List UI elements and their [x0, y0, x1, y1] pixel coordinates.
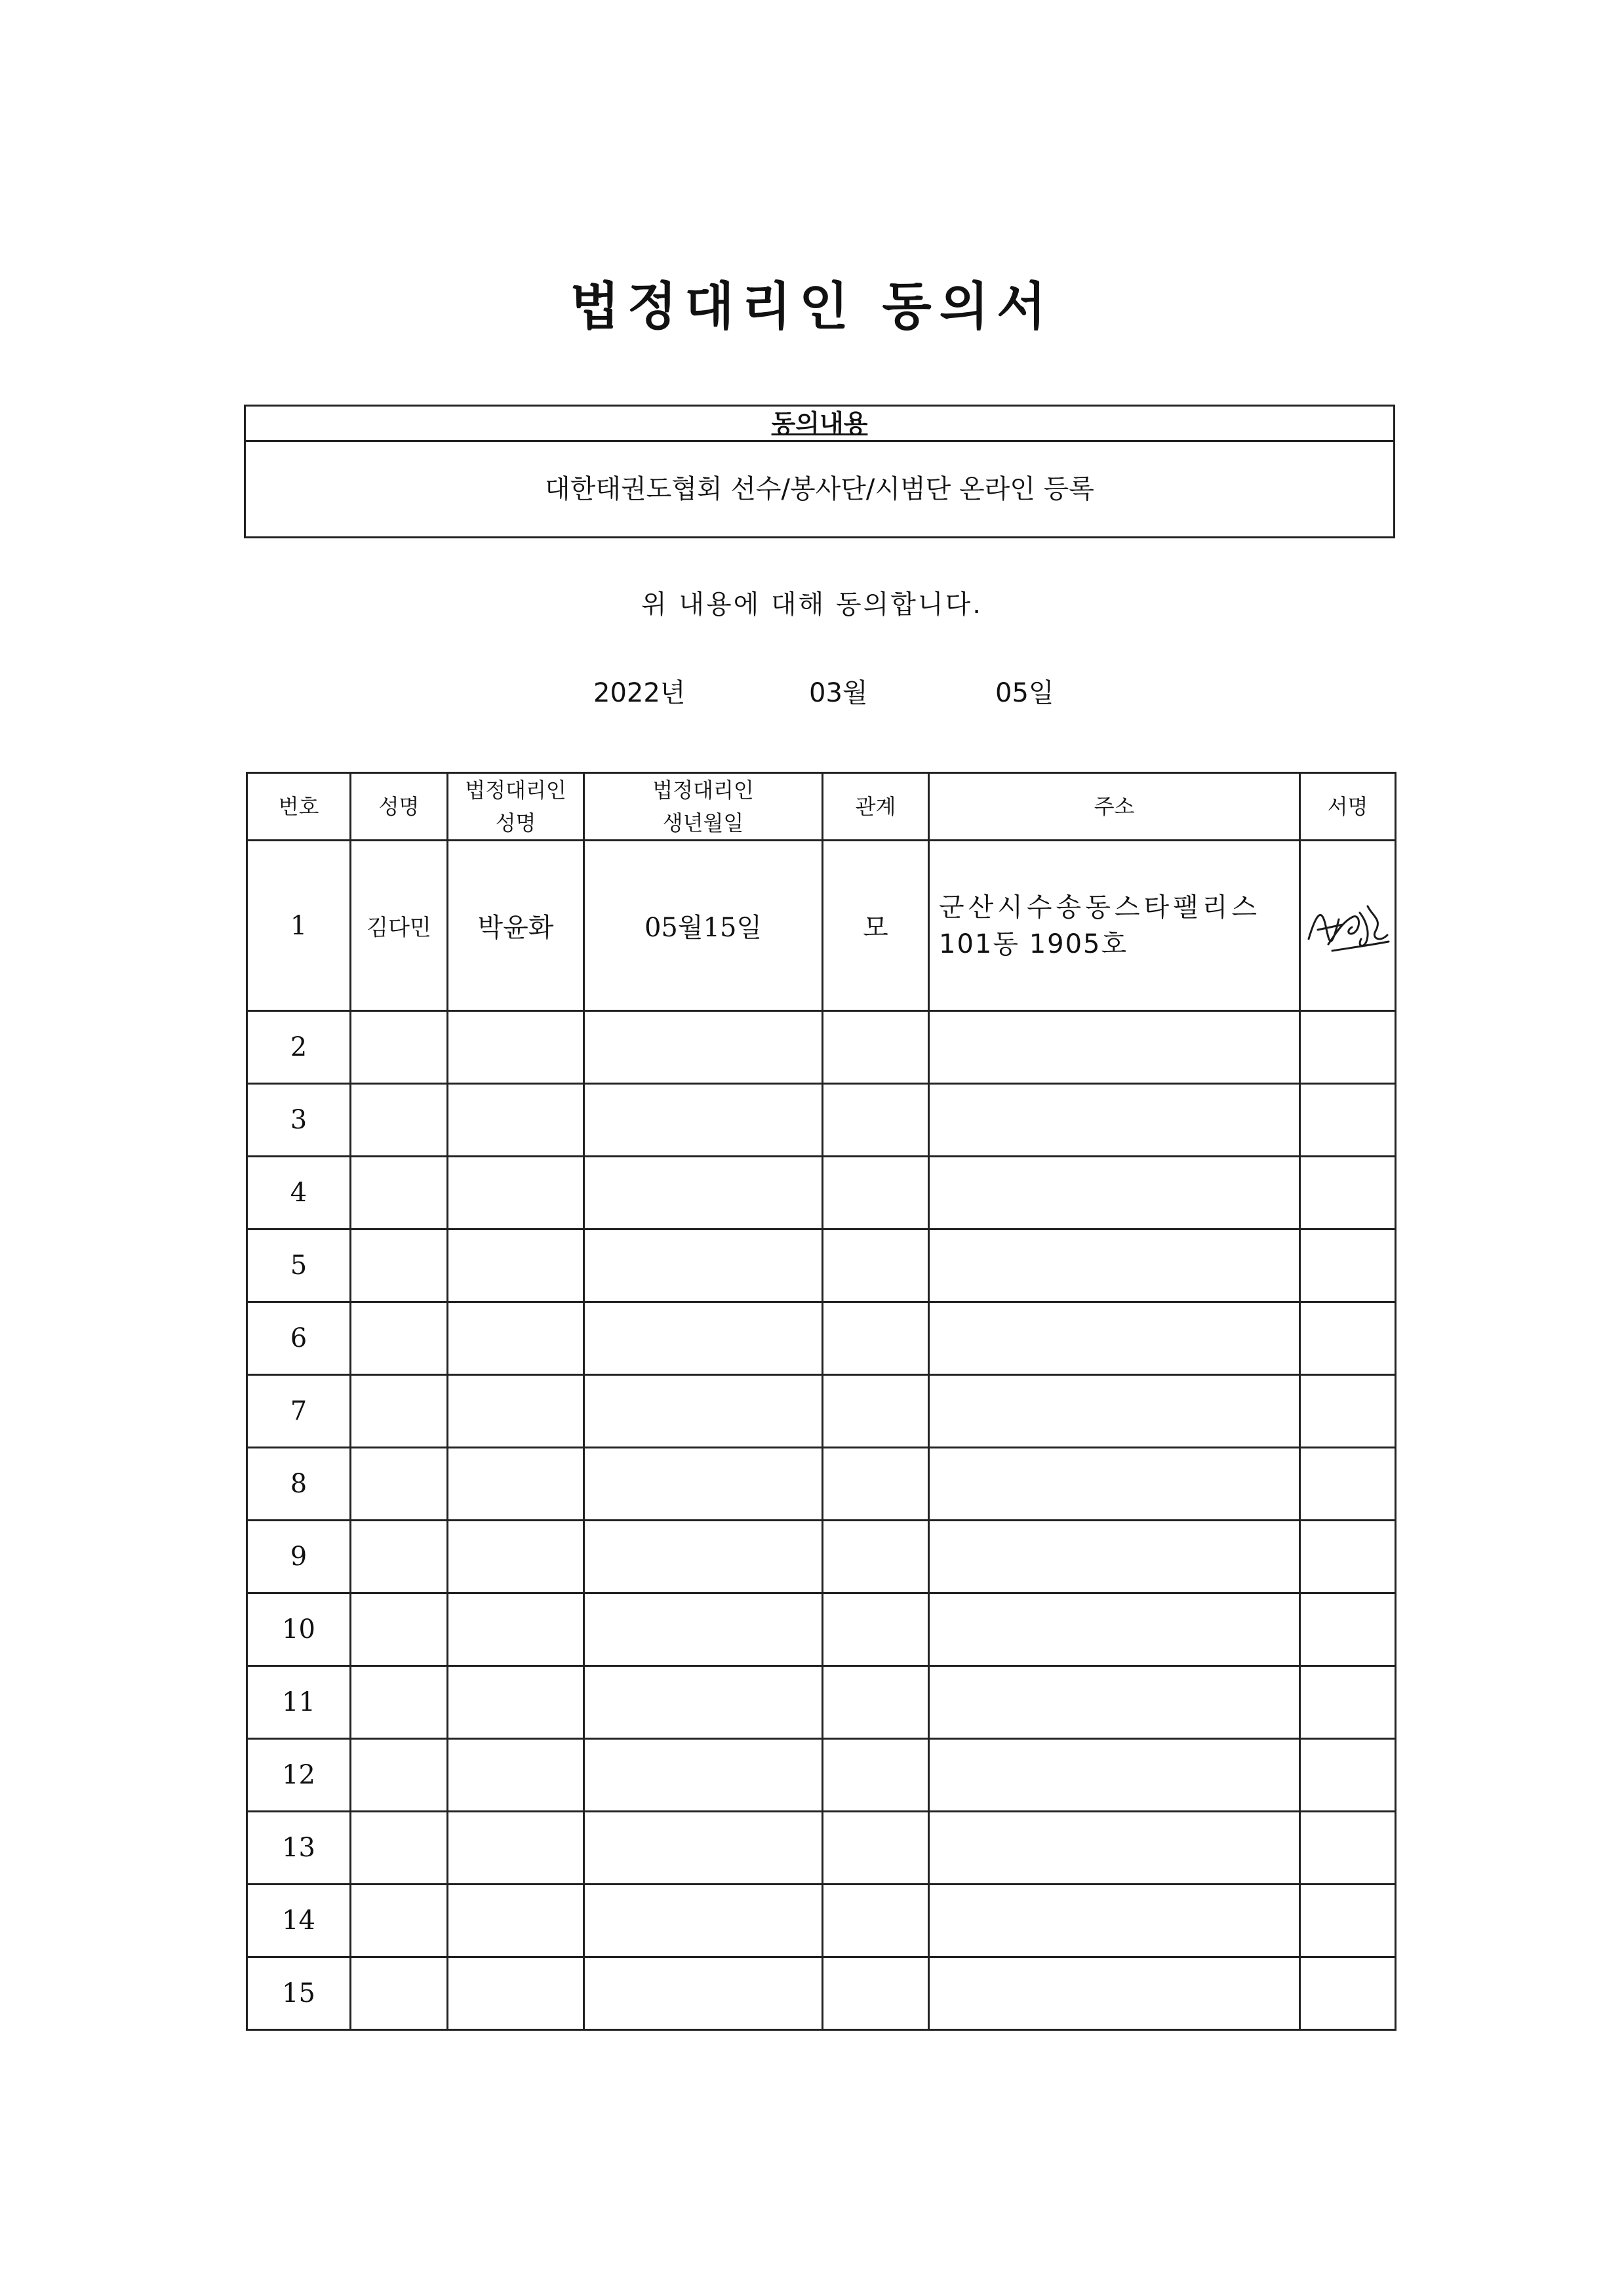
table-row [247, 1885, 1396, 1957]
page-title: 법정대리인 동의서 [570, 277, 1054, 336]
consent-header-label: 동의내용 [771, 409, 868, 438]
header-no: 번호 [247, 773, 351, 841]
header-guardian-name-line1: 법정대리인 [465, 778, 566, 803]
table-row [247, 1957, 1396, 2030]
header-guardian-birth-line2: 생년월일 [662, 810, 744, 835]
row-signature [1300, 841, 1396, 1011]
table-row [247, 1448, 1396, 1521]
row-guardian-name: 박윤화 [448, 841, 584, 1011]
consent-box [244, 405, 1395, 538]
table-row [247, 1666, 1396, 1739]
row-no: 10 [247, 1593, 351, 1666]
header-relation: 관계 [823, 773, 929, 841]
table-row [247, 1011, 1396, 1084]
row-guardian-birth: 05월15일 [584, 841, 823, 1011]
row-no: 5 [247, 1229, 351, 1302]
row-no: 1 [247, 841, 351, 1011]
row-no: 13 [247, 1812, 351, 1885]
date-month: 03월 [809, 678, 868, 708]
row-no: 14 [247, 1885, 351, 1957]
guardian-table [246, 772, 1396, 2031]
row-no: 7 [247, 1375, 351, 1448]
header-address: 주소 [929, 773, 1300, 841]
header-guardian-birth-line1: 법정대리인 [652, 778, 754, 803]
handwritten-signature [1302, 893, 1394, 959]
row-no: 3 [247, 1084, 351, 1157]
table-row [247, 1739, 1396, 1812]
consent-header [246, 407, 1393, 442]
row-no: 15 [247, 1957, 351, 2030]
row-address [929, 841, 1300, 1011]
header-guardian-birth [584, 773, 823, 841]
header-signature: 서명 [1300, 773, 1396, 841]
row-no: 12 [247, 1739, 351, 1812]
date-day: 05일 [995, 678, 1054, 708]
table-row [247, 1229, 1396, 1302]
row-no: 11 [247, 1666, 351, 1739]
agree-statement: 위 내용에 대해 동의합니다. [641, 589, 983, 620]
table-header-row [247, 773, 1396, 841]
row-address-line1: 군산시수송동스타팰리스 [939, 892, 1261, 923]
header-guardian-name-line2: 성명 [495, 810, 536, 835]
table-row [247, 1302, 1396, 1375]
table-row [247, 1157, 1396, 1229]
row-no: 6 [247, 1302, 351, 1375]
table-row [247, 1593, 1396, 1666]
table-row [247, 1375, 1396, 1448]
table-row [247, 1812, 1396, 1885]
row-address-line2: 101동 1905호 [939, 928, 1128, 959]
header-guardian-name [448, 773, 584, 841]
row-no: 9 [247, 1521, 351, 1593]
row-name: 김다민 [351, 841, 448, 1011]
header-name: 성명 [351, 773, 448, 841]
consent-body: 대한태권도협회 선수/봉사단/시범단 온라인 등록 [545, 474, 1094, 504]
table-row [247, 841, 1396, 1011]
table-row [247, 1521, 1396, 1593]
table-row [247, 1084, 1396, 1157]
date-year: 2022년 [593, 678, 686, 708]
row-no: 8 [247, 1448, 351, 1521]
row-relation: 모 [823, 841, 929, 1011]
row-no: 2 [247, 1011, 351, 1084]
row-no: 4 [247, 1157, 351, 1229]
